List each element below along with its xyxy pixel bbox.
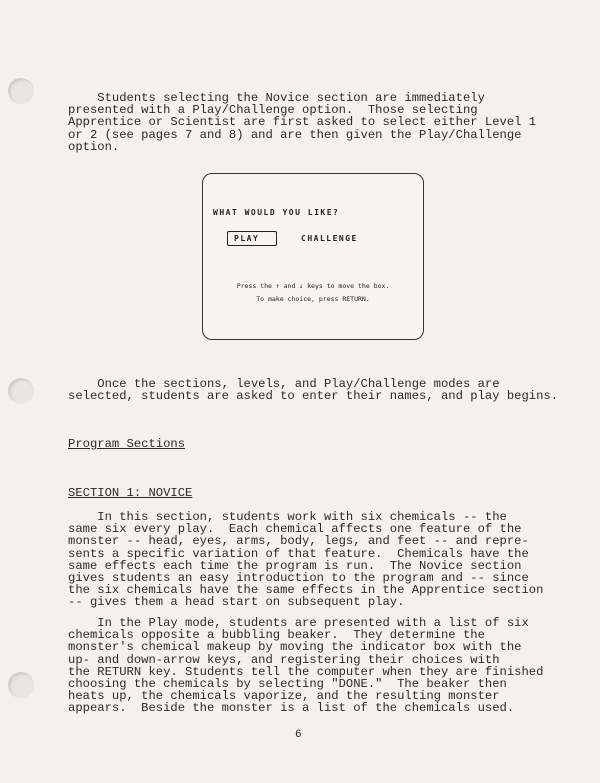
text-line: Students selecting the Novice section are immediately [68,91,485,105]
text-line: option. [68,139,120,154]
punch-hole-bottom [8,672,34,698]
section1-paragraph [68,511,548,609]
screen-hint-2: To make choice, press RETURN. [256,295,370,303]
after-screen-paragraph [68,377,559,404]
intro-paragraph [68,92,548,153]
screen-question: WHAT WOULD YOU LIKE? [213,208,340,217]
play-mode-paragraph [68,617,548,715]
section1-heading: SECTION 1: NOVICE [68,486,193,500]
text-line: the six chemicals have the same effects in the Apprentice section [68,583,544,598]
text-line: gives students an easy introduction to the program and -- since [68,571,529,586]
text-line: same effects each time the program is run. The Novice section [68,558,522,573]
screen-hint-1: Press the ↑ and ↓ keys to move the box. [236,282,390,290]
text-line: presented with a Play/Challenge option. Those selecting [68,103,478,118]
text-line: monster's chemical makeup by moving the indicator box with the [68,640,522,655]
text-line: same six every play. Each chemical affects one feature of the [68,522,522,537]
text-line: selected, students are asked to enter their names, and play begins. [68,389,559,404]
text-line: or 2 (see pages 7 and 8) and are then given the Play/Challenge [68,127,522,142]
text-line: In this section, students work with six chemicals -- the [68,510,507,524]
page-number: 6 [295,729,302,741]
text-line: up- and down-arrow keys, and registering their choices with [68,652,500,667]
text-line: -- gives them a head start on subsequent play. [68,595,405,610]
text-line: Once the sections, levels, and Play/Challenge modes are [68,377,500,391]
text-line: chemicals opposite a bubbling beaker. They determine the [68,628,485,643]
screen-play-option: PLAY [234,234,260,243]
screen-illustration [202,173,424,340]
screen-challenge-option: CHALLENGE [301,234,358,243]
text-line: choosing the chemicals by selecting "DONE." The beaker then [68,677,507,692]
punch-hole-top [8,78,34,104]
punch-hole-middle [8,378,34,404]
text-line: monster -- head, eyes, arms, body, legs, and feet -- and repre- [68,534,529,549]
text-line: heats up, the chemicals vaporize, and the resulting monster [68,689,500,704]
text-line: sents a specific variation of that feature. Chemicals have the [68,546,529,561]
text-line: Apprentice or Scientist are first asked to select either Level 1 [68,115,537,130]
text-line: appears. Beside the monster is a list of the chemicals used. [68,701,515,716]
text-line: In the Play mode, students are presented with a list of six [68,616,529,630]
text-line: the RETURN key. Students tell the computer when they are finished [68,664,544,679]
program-sections-heading: Program Sections [68,437,186,451]
